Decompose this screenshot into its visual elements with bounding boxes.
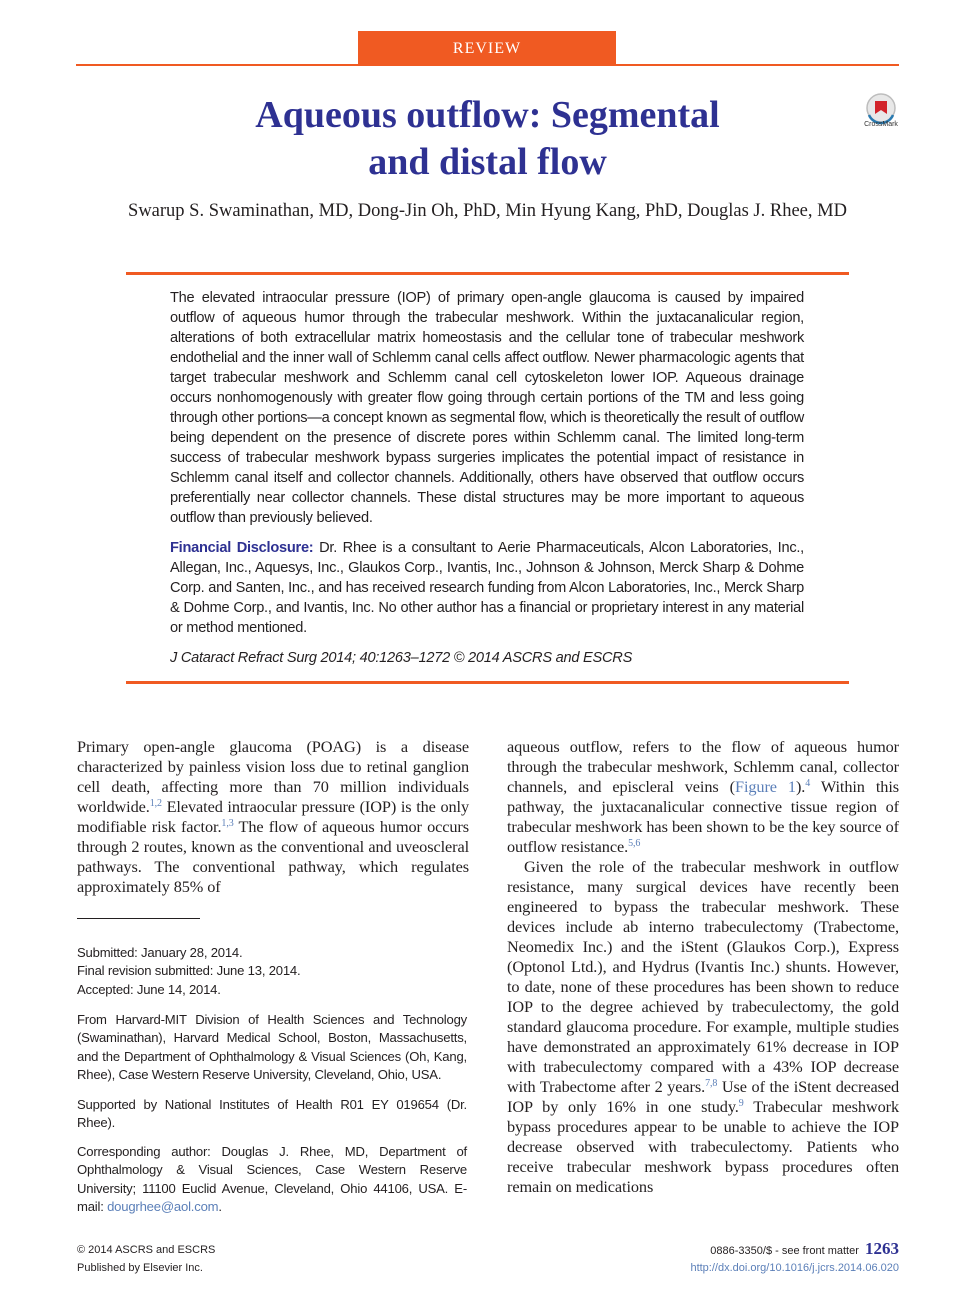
accepted-date: Accepted: June 14, 2014. (77, 981, 221, 997)
ref-1-2[interactable]: 1,2 (149, 798, 162, 809)
author-list: Swarup S. Swaminathan, MD, Dong-Jin Oh, PhD, Min Hyung Kang, PhD, Douglas J. Rhee, MD (128, 201, 847, 221)
corresponding-author (77, 1143, 467, 1216)
submission-dates (77, 944, 467, 999)
abstract-top-rule (126, 272, 849, 275)
intro-text-3: The flow of aqueous humor occurs through 2 routes, known as the conventional and uveoscleral pathways. The conventional pathway, which regulates approximately 85% of (77, 817, 469, 896)
ref-1-3[interactable]: 1,3 (221, 818, 234, 829)
bypass-text-1: Given the role of the trabecular meshwork in outflow resistance, many surgical devices have recently been engineered to bypass the trabecular meshwork. These devices include ab interno trabeculectomy (Trabectome, Neomedix Inc.) and the iStent (Glaukos Corp.), Express (Optonol Ltd.), and Hydrus (Ivantis Inc.) shunts. However, to date, none of these procedures has been shown to reduce IOP to the degree achieved by trabeculectomy, the gold standard glaucoma procedure. For example, multiple studies have demonstrated an approximately 61% decrease in IOP with trabeculectomy compared with a 43% IOP decrease with Trabectome after 2 years. (507, 857, 899, 1096)
ref-7-8[interactable]: 7,8 (705, 1078, 718, 1089)
bypass-paragraph (507, 857, 899, 1197)
outflow-text-2: ). (795, 777, 806, 796)
section-label: REVIEW (358, 31, 616, 65)
footnote-rule (77, 918, 200, 919)
footer-publisher: Published by Elsevier Inc. (77, 1262, 203, 1274)
bypass-text-3: Trabecular meshwork bypass procedures appear to be unable to achieve the IOP decrease observed with trabeculectomy. Patients who receive trabecular meshwork bypass procedures often remain on medications (507, 1097, 899, 1196)
crossmark-label: CrossMark (864, 121, 898, 128)
disclosure-label: Financial Disclosure: (170, 540, 314, 556)
body-column-left (77, 737, 469, 897)
intro-paragraph (77, 737, 469, 897)
abstract-text: The elevated intraocular pressure (IOP) of primary open-angle glaucoma is caused by impaired outflow of aqueous humor through the trabecular meshwork. Within the juxtacanalicular region, alterations of both extracellular matrix homeostasis and the cellular tone of trabecular meshwork endothelial and the inner wall of Schlemm canal cells affect outflow. Newer pharmacologic agents that target trabecular meshwork and Schlemm canal cell cytoskeleton lower IOP. Aqueous drainage occurs nonhomogenously with greater flow going through certain portions of the TM and less going through other portions—a concept known as segmental flow, which is theoretically the result of outflow being dependent on the presence of discrete pores within Schlemm canal. The limited long-term success of trabecular meshwork bypass surgeries implicates the potential impact of resistance in Schlemm canal itself and collector channels. Additionally, others have observed that outflow occurs preferentially near collector channels. These distal structures may be more important to aqueous outflow than previously believed. (170, 290, 805, 526)
intro-text-1: Primary open-angle glaucoma (POAG) is a disease characterized by painless vision loss due to retinal ganglion cell death, affecting more than 70 million individuals worldwide. (77, 737, 469, 816)
title-line-1: Aqueous outflow: Segmental (255, 94, 720, 136)
figure-1-link[interactable]: Figure 1 (734, 777, 796, 796)
bypass-text-2: Use of the iStent decreased IOP by only 16% in one study. (507, 1077, 899, 1116)
financial-disclosure (170, 538, 804, 638)
article-title (150, 92, 825, 186)
affiliation-note: From Harvard-MIT Division of Health Sciences and Technology (Swaminathan), Harvard Medical School, Boston, Massachusetts, and the Department of Ophthalmology & Visual Sciences (Oh, Kang, Rhee), Case Western Reserve University, Cleveland, Ohio, USA. (77, 1012, 467, 1082)
corresponding-period: . (218, 1198, 222, 1214)
header-rule (76, 64, 899, 66)
footer-copyright: © 2014 ASCRS and ESCRS (77, 1244, 216, 1256)
footer-issn-line (710, 1239, 899, 1259)
ref-5-6[interactable]: 5,6 (628, 838, 641, 849)
corresponding-text: Corresponding author: Douglas J. Rhee, MD, Department of Ophthalmology & Visual Sciences, Case Western Reserve University; 11100 Euclid Avenue, Cleveland, Ohio 44106, USA. E-mail: (77, 1144, 467, 1214)
doi-link[interactable]: http://dx.doi.org/10.1016/j.jcrs.2014.06.020 (690, 1262, 899, 1274)
body-column-right (507, 737, 899, 1197)
author-email-link[interactable]: dougrhee@aol.com (107, 1198, 219, 1214)
outflow-text-1: aqueous outflow, refers to the flow of aqueous humor through the trabecular meshwork, Schlemm canal, collector channels, and episcleral veins ( (507, 737, 899, 796)
page-number: 1263 (865, 1239, 899, 1258)
journal-citation: J Cataract Refract Surg 2014; 40:1263–1272 © 2014 ASCRS and ESCRS (170, 650, 633, 666)
outflow-paragraph (507, 737, 899, 857)
disclosure-text: Dr. Rhee is a consultant to Aerie Pharmaceuticals, Alcon Laboratories, Inc., Allegan, Inc., Aquesys, Inc., Glaukos Corp., Ivantis, Inc., Johnson & Johnson, Merck Sharp & Dohme Corp. and Santen, Inc., and has received research funding from Alcon Laboratories, Inc., Merck Sharp & Dohme Corp., and Ivantis, Inc. No other author has a financial or proprietary interest in any material or method mentioned. (170, 540, 804, 636)
title-line-2: and distal flow (368, 141, 607, 183)
revision-date: Final revision submitted: June 13, 2014. (77, 963, 301, 979)
abstract-bottom-rule (126, 681, 849, 684)
submitted-date: Submitted: January 28, 2014. (77, 945, 243, 960)
outflow-text-3: Within this pathway, the juxtacanalicular connective tissue region of trabecular meshwork has been shown to be the key source of outflow resistance. (507, 777, 899, 856)
support-note: Supported by National Institutes of Health R01 EY 019654 (Dr. Rhee). (77, 1097, 467, 1131)
ref-9[interactable]: 9 (738, 1098, 744, 1109)
ref-4[interactable]: 4 (805, 778, 811, 789)
footer-issn: 0886-3350/$ - see front matter (710, 1245, 859, 1257)
intro-text-2: Elevated intraocular pressure (IOP) is the only modifiable risk factor. (77, 797, 469, 836)
abstract (170, 288, 804, 668)
